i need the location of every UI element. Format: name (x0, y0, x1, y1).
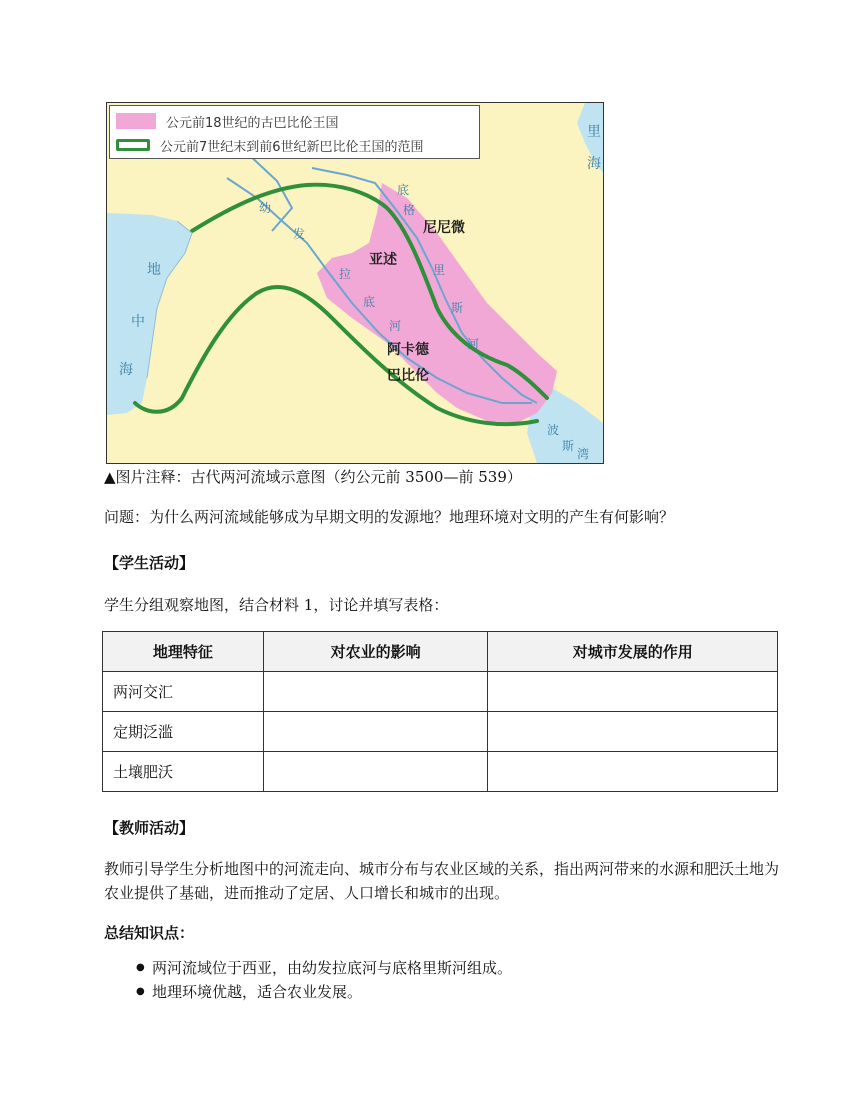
green-outline-swatch-icon (116, 139, 150, 151)
table-header-feature: 地理特征 (103, 632, 264, 672)
table-cell-feature: 两河交汇 (103, 672, 264, 712)
geography-analysis-table (102, 631, 778, 792)
teacher-activity-title: 【教师活动】 (104, 819, 195, 837)
sea-label-mediterranean-2: 中 (131, 314, 145, 330)
sea-label-caspian-2: 海 (587, 156, 601, 172)
river-label-euphrates-1: 幼 (259, 201, 272, 215)
legend-label-old-babylon: 公元前18世纪的古巴比伦王国 (166, 115, 339, 131)
summary-title: 总结知识点： (104, 924, 195, 942)
list-item: ● 地理环境优越，适合农业发展。 (136, 980, 512, 1004)
activity-instruction: 学生分组观察地图，结合材料 1，讨论并填写表格： (104, 596, 449, 614)
guiding-question: 问题：为什么两河流域能够成为早期文明的发源地？地理环境对文明的产生有何影响？ (104, 508, 675, 526)
legend-item-old-babylon (116, 110, 339, 132)
teacher-activity-paragraph: 教师引导学生分析地图中的河流走向、城市分布与农业区域的关系，指出两河带来的水源和肥沃土地为农业提供了基础，进而推动了定居、人口增长和城市的出现。 (104, 860, 780, 902)
sea-label-gulf-2: 斯 (562, 439, 575, 453)
sea-label-gulf-1: 波 (547, 423, 560, 437)
river-label-tigris-1: 底 (397, 183, 410, 197)
sea-label-mediterranean-1: 地 (147, 262, 161, 278)
city-label-babylon: 巴比伦 (387, 368, 429, 384)
river-label-tigris-2: 格 (403, 203, 416, 217)
river-label-euphrates-3: 拉 (339, 267, 352, 281)
legend-label-new-babylon: 公元前7世纪末到前6世纪新巴比伦王国的范围 (160, 139, 424, 155)
table-cell-feature: 土壤肥沃 (103, 752, 264, 792)
table-cell-city-input[interactable] (488, 752, 778, 792)
table-cell-city-input[interactable] (488, 712, 778, 752)
city-label-assur: 亚述 (369, 252, 397, 268)
mesopotamia-map (106, 102, 604, 464)
table-cell-agriculture-input[interactable] (263, 672, 488, 712)
sea-label-caspian-1: 里 (587, 124, 601, 140)
map-legend (109, 105, 480, 159)
river-label-tigris-5: 河 (467, 337, 480, 351)
summary-list (136, 956, 512, 1004)
legend-item-new-babylon (116, 134, 424, 156)
table-cell-agriculture-input[interactable] (263, 752, 488, 792)
river-label-euphrates-4: 底 (363, 295, 376, 309)
river-label-tigris-3: 里 (433, 263, 446, 277)
table-row (103, 672, 778, 712)
sea-label-mediterranean-3: 海 (119, 362, 133, 378)
list-item: ● 两河流域位于西亚，由幼发拉底河与底格里斯河组成。 (136, 956, 512, 980)
river-label-tigris-4: 斯 (451, 301, 464, 315)
river-label-euphrates-2: 发 (293, 227, 306, 241)
table-cell-feature: 定期泛滥 (103, 712, 264, 752)
pink-swatch-icon (116, 113, 156, 129)
table-cell-city-input[interactable] (488, 672, 778, 712)
figure-caption: ▲图片注释：古代两河流域示意图（约公元前 3500—前 539） (104, 468, 522, 486)
table-header-row (103, 632, 778, 672)
student-activity-title: 【学生活动】 (104, 554, 195, 572)
river-label-euphrates-5: 河 (389, 319, 402, 333)
table-row (103, 752, 778, 792)
sea-label-gulf-3: 湾 (577, 447, 590, 461)
table-row (103, 712, 778, 752)
table-header-city: 对城市发展的作用 (488, 632, 778, 672)
city-label-nineveh: 尼尼微 (423, 220, 465, 236)
city-label-akkad: 阿卡德 (387, 342, 429, 358)
table-cell-agriculture-input[interactable] (263, 712, 488, 752)
table-header-agriculture: 对农业的影响 (263, 632, 488, 672)
